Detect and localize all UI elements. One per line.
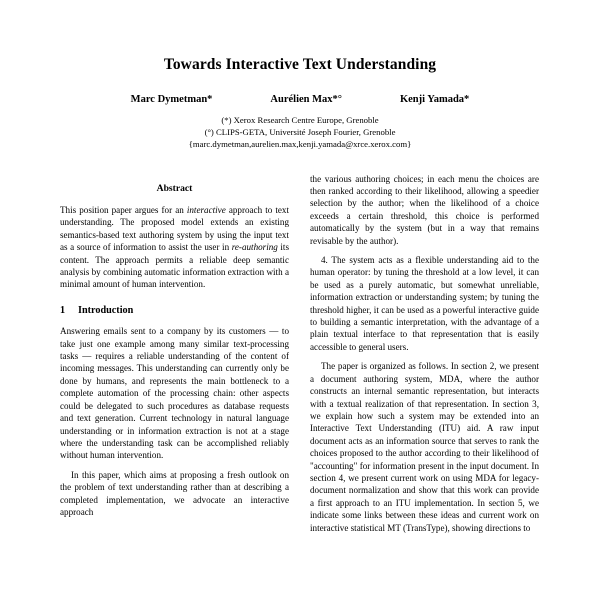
right-column <box>310 173 539 541</box>
right-paragraph-2: 4. The system acts as a flexible understanding aid to the human operator: by tuning the threshold at a low level, it can be used as a purely automatic, but somewhat unreliable, information extraction or understanding system; by tuning the threshold higher, it can be used as a powerful interactive guide to building a semantic interpretation, with the advantage of a plain textual interface to that representation that is easily accessible to general users. <box>310 255 539 352</box>
affiliation-block <box>60 114 540 151</box>
author-1: Marc Dymetman* <box>130 94 213 105</box>
abstract-heading: Abstract <box>156 182 193 194</box>
right-paragraph-1: the various authoring choices; in each menu the choices are then ranked according to their likelihood, allowing a speedier selection by the author; when the likelihood of a choice exceeds a certain threshold, this choice is performed automatically by the system (but in a way that remains revisable by the author). <box>310 173 539 246</box>
author-2: Aurélien Max*° <box>270 94 342 105</box>
affiliation-email: {marc.dymetman,aurelien.max,kenji.yamada@xrce.xerox.com} <box>188 139 412 150</box>
intro-paragraph-2: In this paper, which aims at proposing a fresh outlook on the problem of text understanding rather than at describing a completed implementation, we advocate an interactive approach <box>60 469 289 517</box>
page-title: Towards Interactive Text Understanding <box>163 56 437 73</box>
left-column <box>60 173 289 541</box>
author-list <box>60 94 540 105</box>
intro-paragraph-1: Answering emails sent to a company by its customers — to take just one example among many similar text-processing tasks — requires a reliable understanding of the content of incoming messages. This understanding can currently only be done by humans, and represents the main bottleneck to a complete automation of the processing chain: other aspects could be delegated to such procedures as database requests and text generation. Current technology in natural language understanding or in information extraction is not at a stage where the understanding task can be accomplished reliably without human intervention. <box>60 326 289 461</box>
section-title: Introduction <box>78 304 134 316</box>
right-paragraph-3: The paper is organized as follows. In section 2, we present a document authoring system, MDA, where the author constructs an internal semantic representation, but interacts with a textual realization of that representation. In section 3, we explain how such a system may be extended into an Interactive Text Understanding (ITU) aid. A raw input document acts as an information source that serves to rank the choices proposed to the author according to their likelihood of "accounting" for information present in the input document. In section 4, we present current work on using MDA for legacy-document normalization and show that this work can provide a first approach to an ITU implementation. In section 5, we indicate some links between these ideas and current work on interactive statistical MT (TransType), showing directions to <box>310 361 539 533</box>
section-number: 1 <box>60 304 66 316</box>
abstract-paragraph: This position paper argues for an interactive approach to text understanding. The proposed model extends an existing semantics-based text authoring system by using the input text as a source of information to assist the user in re-authoring its content. The approach permits a reliable deep semantic analysis by combining automatic information extraction with a minimal amount of human intervention. <box>60 205 289 290</box>
body-columns <box>60 173 540 541</box>
affiliation-2: (°) CLIPS-GETA, Université Joseph Fourier, Grenoble <box>204 127 396 138</box>
author-3: Kenji Yamada* <box>399 94 470 105</box>
section-heading-introduction <box>60 305 289 317</box>
affiliation-1: (*) Xerox Research Centre Europe, Grenoble <box>221 115 379 125</box>
